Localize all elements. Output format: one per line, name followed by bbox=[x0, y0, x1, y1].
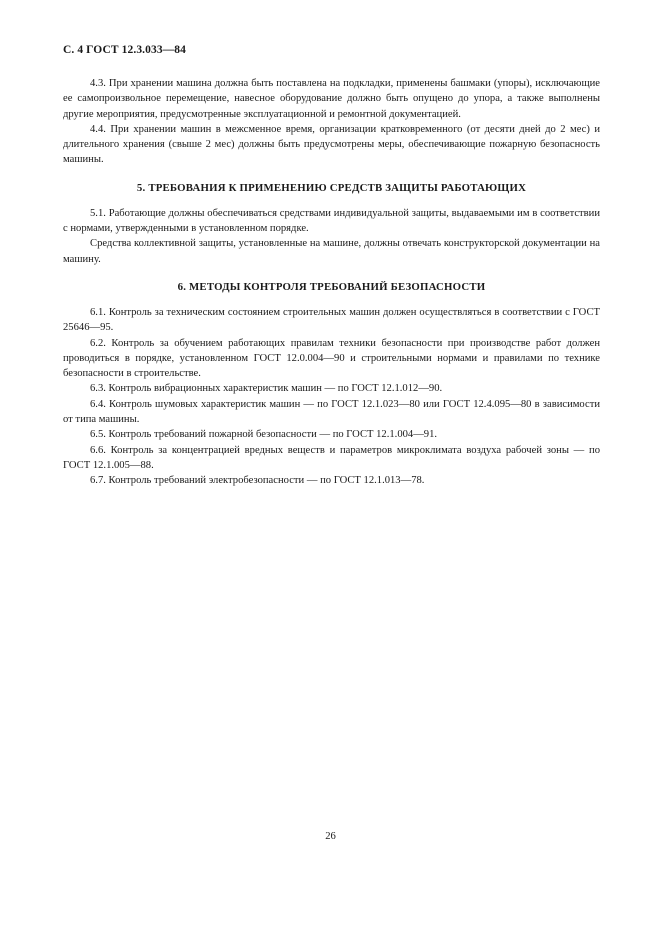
paragraph-6-4: 6.4. Контроль шумовых характеристик машин — по ГОСТ 12.1.023—80 или ГОСТ 12.4.095—80 в зависимости от типа машины. bbox=[63, 398, 600, 426]
document-body bbox=[63, 76, 600, 489]
paragraph-6-6: 6.6. Контроль за концентрацией вредных веществ и параметров микроклимата воздуха рабочей зоны — по ГОСТ 12.1.005—88. bbox=[63, 444, 600, 471]
section-5-heading: 5. ТРЕБОВАНИЯ К ПРИМЕНЕНИЮ СРЕДСТВ ЗАЩИТЫ РАБОТАЮЩИХ bbox=[136, 181, 527, 194]
paragraph-6-1: 6.1. Контроль за техническим состоянием строительных машин должен осуществляться в соответствии с ГОСТ 25646—95. bbox=[63, 306, 600, 334]
paragraph-6-5: 6.5. Контроль требований пожарной безопасности — по ГОСТ 12.1.004—91. bbox=[90, 429, 438, 441]
paragraph-4-3: 4.3. При хранении машина должна быть поставлена на подкладки, применены башмаки (упоры), исключающие ее самопроизвольное перемещение, навесное оборудование должно быть опущено до упора, а также выполнены другие мероприятия, предусмотренные эксплуатационной и ремонтной документацией. bbox=[63, 78, 600, 120]
page-number: 26 bbox=[325, 831, 336, 842]
paragraph-6-7: 6.7. Контроль требований электробезопасности — по ГОСТ 12.1.013—78. bbox=[90, 475, 425, 487]
running-header: С. 4 ГОСТ 12.3.033—84 bbox=[63, 44, 186, 56]
paragraph-5-1-collective: Средства коллективной защиты, установленные на машине, должны отвечать конструкторской документации на машину. bbox=[63, 238, 600, 265]
paragraph-5-1: 5.1. Работающие должны обеспечиваться средствами индивидуальной защиты, выдаваемыми им в соответствии с нормами, утвержденными в установленном порядке. bbox=[63, 207, 600, 235]
section-6-heading: 6. МЕТОДЫ КОНТРОЛЯ ТРЕБОВАНИЙ БЕЗОПАСНОСТИ bbox=[177, 280, 486, 293]
paragraph-6-2: 6.2. Контроль за обучением работающих правилам техники безопасности при производстве работ должен проводиться в порядке, установленном ГОСТ 12.0.004—90 и строительными нормами и правилами по технике безопасности в строительстве. bbox=[63, 337, 600, 380]
paragraph-4-4: 4.4. При хранении машин в межсменное время, организации кратковременного (от десяти дней до 2 мес) и длительного хранения (свыше 2 мес) должны быть предусмотрены меры, обеспечивающие пожарную безопасность машины. bbox=[63, 123, 600, 166]
paragraph-6-3: 6.3. Контроль вибрационных характеристик машин — по ГОСТ 12.1.012—90. bbox=[90, 383, 443, 395]
